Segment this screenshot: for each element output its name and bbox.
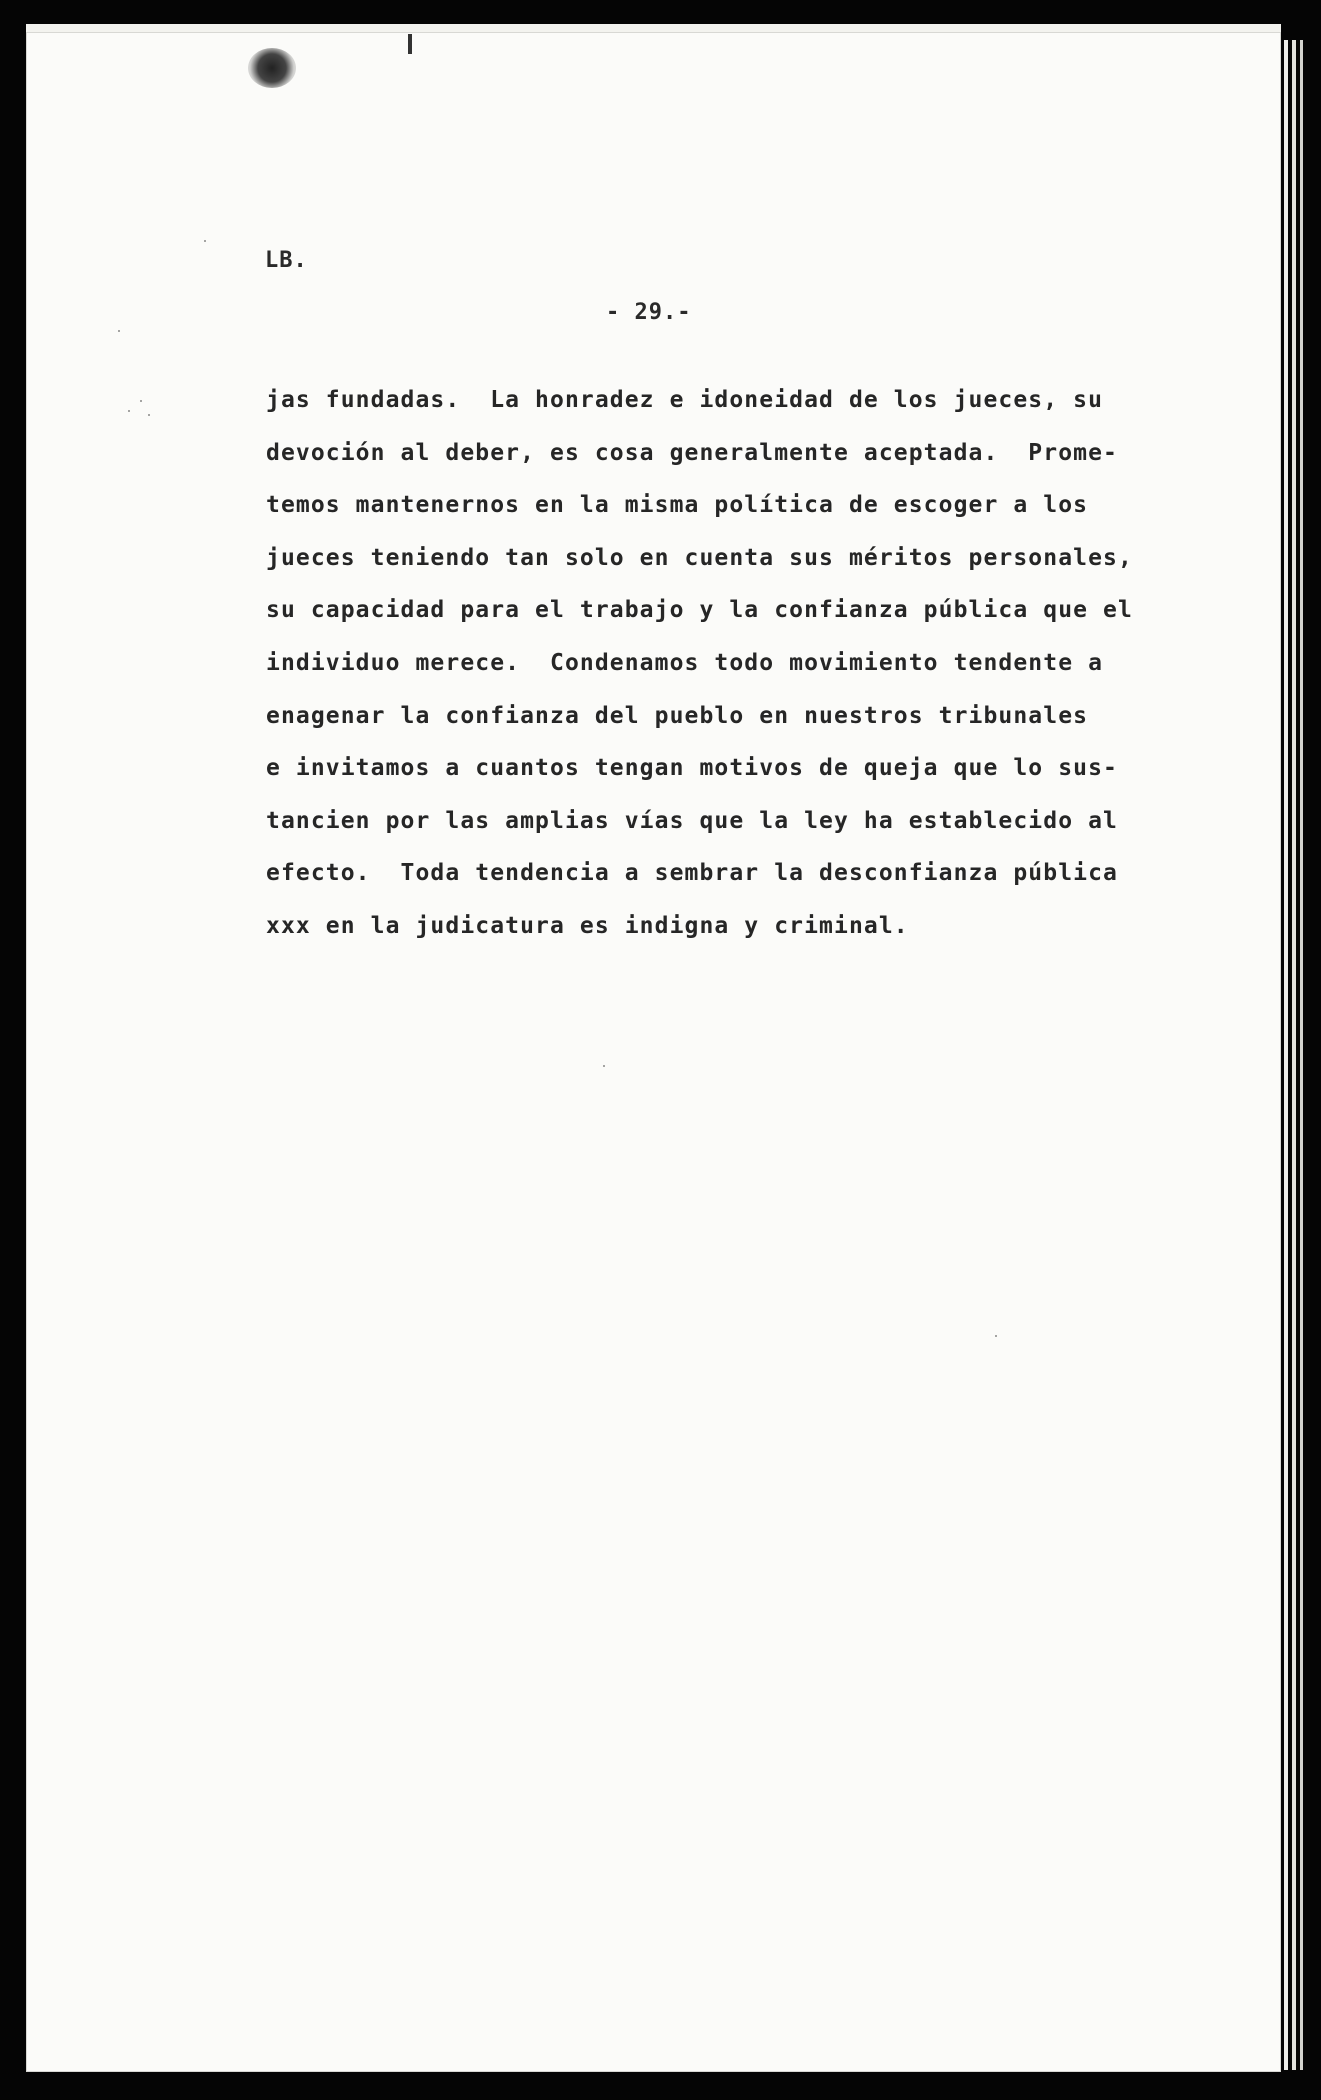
dust-speck — [148, 414, 150, 416]
document-header-code: LB. — [265, 248, 308, 273]
text-line: jas fundadas. La honradez e idoneidad de los jueces, su — [266, 387, 1104, 413]
text-line: jueces teniendo tan solo en cuenta sus méritos personales, — [266, 544, 1133, 571]
text-line: devoción al deber, es cosa generalmente aceptada. Prome- — [266, 439, 1118, 466]
text-line: efecto. Toda tendencia a sembrar la desconfianza pública — [266, 860, 1118, 887]
text-line: individuo merece. Condenamos todo movimiento tendente a — [266, 649, 1104, 676]
dust-speck — [995, 1335, 997, 1337]
page-number: - 29.- — [606, 300, 692, 325]
underlying-page-edge — [1300, 40, 1303, 2070]
dust-speck — [204, 240, 206, 242]
text-line: enagenar la confianza del pueblo en nuestros tribunales — [266, 702, 1089, 729]
underlying-page-edge — [1284, 40, 1288, 2070]
underlying-page-edge — [1292, 40, 1296, 2070]
text-line: su capacidad para el trabajo y la confianza pública que el — [266, 597, 1133, 624]
text-line: temos mantenernos en la misma política de escoger a los — [266, 492, 1089, 519]
ink-smudge — [248, 48, 296, 88]
text-line: tancien por las amplias vías que la ley ha establecido al — [266, 807, 1118, 834]
text-line: e invitamos a cuantos tengan motivos de queja que lo sus- — [266, 755, 1118, 782]
document-page — [26, 32, 1281, 2072]
dust-speck — [118, 330, 120, 332]
dust-speck — [128, 410, 130, 412]
text-line: xxx en la judicatura es indigna y criminal. — [266, 912, 909, 939]
body-text — [266, 374, 1166, 953]
dust-speck — [603, 1065, 605, 1067]
ink-mark — [408, 34, 412, 54]
dust-speck — [140, 400, 142, 402]
